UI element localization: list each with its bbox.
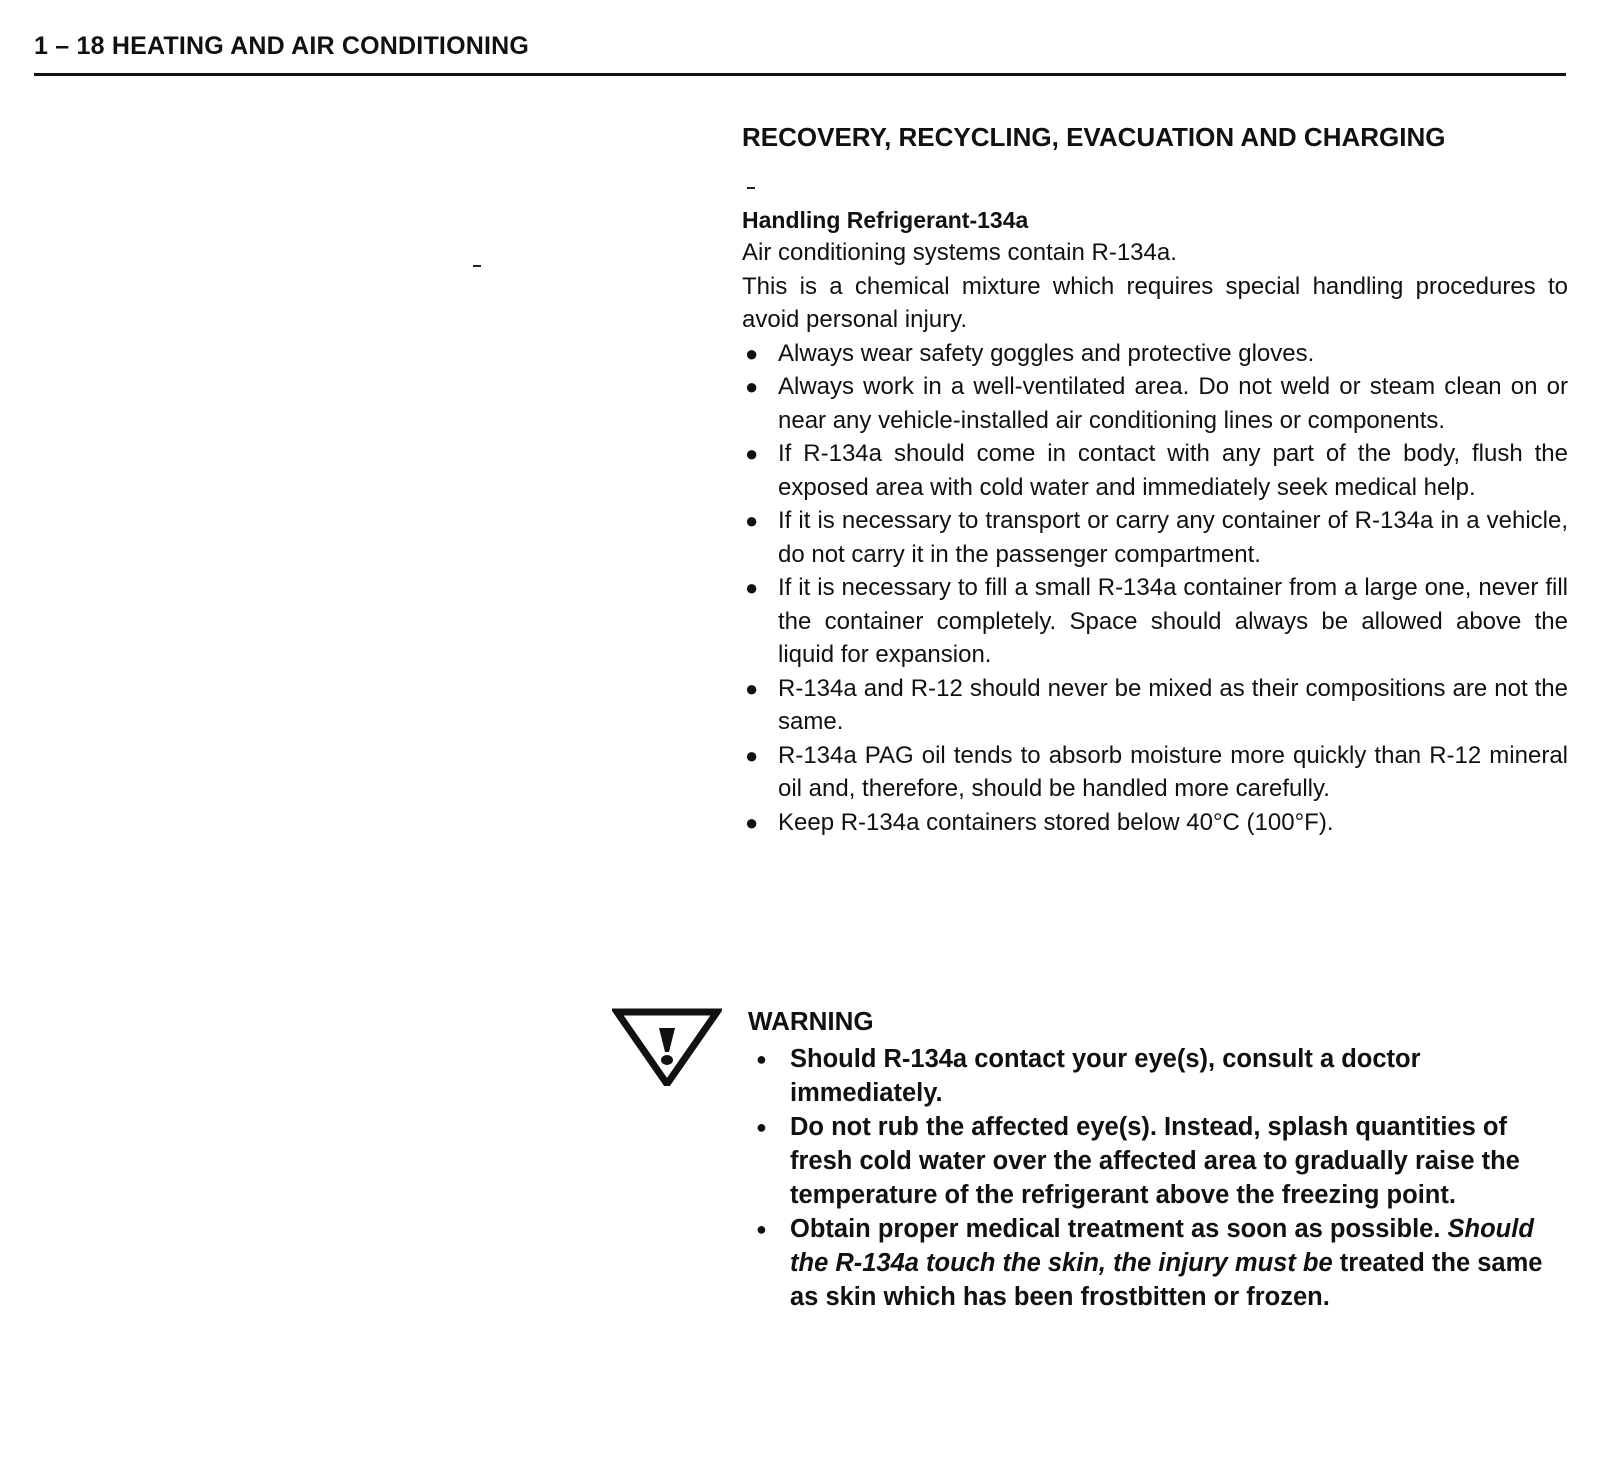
list-item-text: R-134a PAG oil tends to absorb moisture more quickly than R-12 mineral oil and, therefore, should be handled more carefully. [778,741,1568,802]
list-item-text: Always work in a well-ventilated area. Do not weld or steam clean on or near any vehicle-installed air conditioning lines or components. [778,373,1568,434]
list-item-text: If R-134a should come in contact with any part of the body, flush the exposed area with cold water and immediately seek medical help. [778,440,1568,501]
list-item-text: Always wear safety goggles and protective gloves. [778,339,1315,367]
list-item-text: If it is necessary to transport or carry any container of R-134a in a vehicle, do not carry it in the passenger compartment. [778,507,1568,568]
intro-paragraph: This is a chemical mixture which requires special handling procedures to avoid personal injury. [742,272,1568,333]
list-item [742,739,1568,806]
bullet-icon: ● [756,1117,767,1137]
list-item-text: Keep R-134a containers stored below 40°C (100°F). [778,808,1334,836]
warning-item [748,1110,1568,1212]
bullet-icon: ● [745,809,759,835]
warning-item [748,1212,1568,1314]
warning-title: WARNING [748,1006,874,1036]
warning-triangle-icon [612,1006,722,1086]
precautions-list [742,337,1568,840]
main-content [742,118,1568,839]
page-header [34,28,1566,76]
list-item [742,337,1568,371]
stray-mark [473,265,481,267]
list-item [742,504,1568,571]
list-item [742,672,1568,739]
bullet-icon: ● [745,675,759,701]
warning-item-text-part: Obtain proper medical treatment as soon as possible. [790,1215,1448,1243]
list-item-text: If it is necessary to fill a small R-134a container from a large one, never fill the container completely. Space should always be allowed above the liquid for expansion. [778,574,1568,668]
warning-item-text: Should R-134a contact your eye(s), consult a doctor immediately. [790,1045,1421,1107]
intro-line: Air conditioning systems contain R-134a. [742,239,1177,266]
bullet-icon: ● [745,374,759,399]
bullet-icon: ● [745,441,759,466]
warning-item-text: Do not rub the affected eye(s). Instead, splash quantities of fresh cold water over the affected area to gradually raise the temperature of the refrigerant above the freezing point. [790,1113,1520,1209]
bullet-icon: ● [745,508,759,533]
warning-item [748,1042,1568,1110]
warning-item-italic-text: Should the R-134a touch the skin, the injury must be [790,1215,1534,1277]
list-item [742,437,1568,504]
warning-list [748,1042,1568,1314]
bullet-icon: ● [745,742,759,768]
list-item [742,571,1568,672]
warning-item-text-part: treated the same as skin which has been frostbitten or frozen. [790,1249,1543,1311]
bullet-icon: ● [756,1219,767,1239]
bullet-icon: ● [745,340,759,366]
warning-block [612,1002,1570,1412]
subsection-title: Handling Refrigerant-134a [742,207,1029,233]
list-item-text: R-134a and R-12 should never be mixed as their compositions are not the same. [778,674,1568,735]
list-item [742,806,1568,840]
bullet-icon: ● [745,575,759,600]
section-title: RECOVERY, RECYCLING, EVACUATION AND CHARGING [742,122,1446,152]
list-item [742,370,1568,437]
page-title: 1 – 18 HEATING AND AIR CONDITIONING [34,32,530,60]
bullet-icon: ● [756,1049,767,1069]
